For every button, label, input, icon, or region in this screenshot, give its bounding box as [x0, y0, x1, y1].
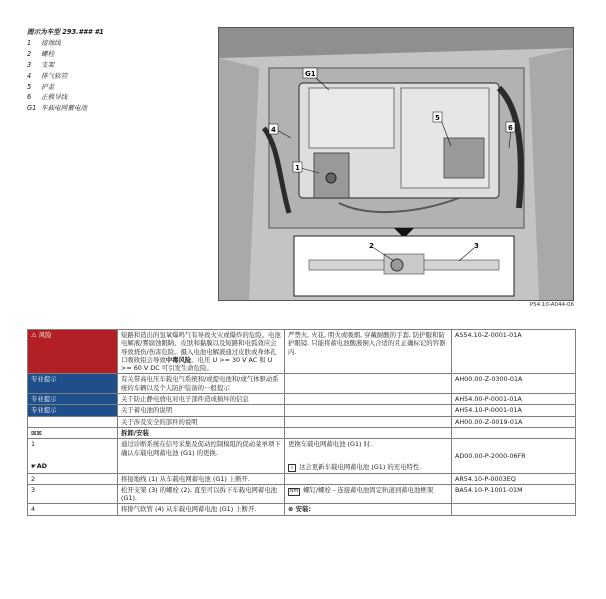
risk-text: 短路和造出的氢氧爆鸣气有导致火灾或爆炸的危险。电池电解液/雾腐蚀眼睛、皮肤和黏膜以及短路和电弧效应会导致烧伤/伤害危险。摄入电池电解液通过皮肤或身体孔口吸收铅会导致 — [121, 331, 281, 364]
legend-label: 螺栓 — [41, 49, 55, 58]
hint-text: 关于蓄电池的说明 — [118, 405, 285, 416]
pointing-hand-icon: ☛ — [31, 461, 37, 470]
legend-item — [27, 38, 207, 49]
hint-extra — [285, 416, 452, 427]
legend-key: 6 — [27, 93, 32, 102]
legend-item — [27, 82, 207, 93]
step-number: 3 — [28, 484, 118, 504]
legend-item — [27, 71, 207, 82]
figure-legend — [27, 27, 207, 114]
hint-label: 专业提示 — [28, 405, 118, 416]
table-row — [28, 374, 576, 394]
doc-link[interactable]: AH00.00-Z-0019-01A — [452, 416, 576, 427]
step-note — [285, 439, 452, 473]
step-note — [285, 504, 452, 515]
legend-item — [27, 60, 207, 71]
table-row — [28, 405, 576, 416]
doc-link[interactable]: AH54.00-P-0001-01A — [452, 394, 576, 405]
blank-cell — [452, 427, 576, 438]
step-text: 将接地线 (1) 从车载电网蓄电池 (G1) 上断开. — [118, 473, 285, 484]
info-text: 这会更新车载电网蓄电池 (G1) 的充电特性. — [299, 462, 422, 471]
hint-extra — [285, 394, 452, 405]
install-label: 安装: — [295, 505, 311, 514]
battery-figure — [218, 27, 574, 301]
legend-key: G1 — [27, 104, 37, 113]
callout-label: 2 — [369, 242, 374, 250]
step-number-cell — [28, 439, 118, 473]
callout-label: 3 — [474, 242, 479, 250]
step-number: 1 — [31, 440, 36, 449]
blank-cell — [28, 416, 118, 427]
step-text: 松开支架 (3) 的螺栓 (2), 直至可以拆下车载电网蓄电池 (G1). — [118, 484, 285, 504]
risk-text-end: 。电压 U >= 30 V AC 和 U >= 60 V DC 可引发生命危险。 — [121, 355, 273, 373]
step-text: 通过诊断系统在信号采集及促动控制模组的促动菜单项下确认车载电网蓄电池 (G1) 的更换. — [118, 439, 285, 473]
battery-illustration — [219, 28, 573, 300]
legend-label: 接地线 — [41, 38, 61, 47]
step-number: 2 — [28, 473, 118, 484]
step-note — [285, 484, 452, 504]
legend-item — [27, 92, 207, 103]
procedure-table — [27, 329, 576, 516]
doc-link[interactable]: AR54.10-P-0003EQ — [452, 473, 576, 484]
callout-label: 5 — [435, 114, 440, 122]
table-row — [28, 484, 576, 504]
blank-cell — [452, 504, 576, 515]
legend-key: 3 — [27, 60, 32, 69]
info-icon: i — [288, 464, 296, 472]
legend-item — [27, 49, 207, 60]
step-number: 4 — [28, 504, 118, 515]
legend-key: 2 — [27, 49, 32, 58]
step-note — [285, 473, 452, 484]
warning-icon: ⚠ — [31, 331, 37, 339]
legend-label: 支架 — [41, 60, 55, 69]
doc-link[interactable]: AH00.00-Z-0300-01A — [452, 374, 576, 394]
hint-text: 有关带高电压车载电气系统和/或提电池和/或气体驱动系统的车辆以及个人防护装备的一般提示 — [118, 374, 285, 394]
remove-install-icon: ⊠⊠ — [31, 428, 42, 437]
figure-code: P54.10-A044-06 — [529, 302, 574, 308]
legend-label: 护盖 — [41, 82, 55, 91]
callout-label: 6 — [508, 124, 513, 132]
table-row — [28, 427, 576, 438]
table-row — [28, 439, 576, 473]
legend-key: 1 — [27, 38, 32, 47]
table-row — [28, 504, 576, 515]
step-text: 将排气软管 (4) 从车载电网蓄电池 (G1) 上断开. — [118, 504, 285, 515]
risk-description — [118, 330, 285, 374]
doc-link[interactable]: AS54.10-Z-0001-01A — [452, 330, 576, 374]
table-row — [28, 394, 576, 405]
callout-label: 4 — [271, 126, 276, 134]
hint-text: 关于防止静电放电对电子部件造成损坏的信息 — [118, 394, 285, 405]
doc-link[interactable]: BA54.10-P-1001-01M — [452, 484, 576, 504]
hint-label: 专业提示 — [28, 374, 118, 394]
callout-label: 1 — [295, 164, 300, 172]
danger-label: 风险 — [38, 331, 52, 339]
legend-key: 5 — [27, 82, 32, 91]
legend-label: 车载电网蓄电池 — [41, 104, 88, 113]
hint-label: 专业提示 — [28, 394, 118, 405]
info-note — [288, 463, 448, 472]
doc-link[interactable]: AD00.00-P-2000-06FR — [452, 439, 576, 473]
torque-spec-text: 螺钉/螺栓 - 连接蓄电池固定轨道到蓄电池框架 — [303, 485, 434, 494]
section-heading: 拆卸/安装 — [118, 427, 285, 438]
legend-caption: 图示为车型 293.### #1 — [27, 28, 104, 36]
table-row — [28, 473, 576, 484]
legend-label: 排气软管 — [41, 71, 68, 80]
section-icon-cell — [28, 427, 118, 438]
ad-marker — [31, 462, 114, 470]
hint-extra — [285, 374, 452, 394]
blank-cell — [285, 427, 452, 438]
danger-label-cell — [28, 330, 118, 374]
risk-emphasis: 中毒风险 — [165, 355, 192, 364]
risk-measures: 严禁火, 火花, 明火或吸烟, 穿戴耐酸的手套, 防护服和防护眼镜. 只能将蓄电池酸液倒入合适的且正确标记的容器内. — [285, 330, 452, 374]
hint-text: 关于涉及安全的部件的说明 — [118, 416, 285, 427]
install-icon: ⊛ — [288, 505, 296, 514]
table-row — [28, 330, 576, 374]
hint-extra — [285, 405, 452, 416]
doc-link[interactable]: AH54.10-P-0001-01A — [452, 405, 576, 416]
legend-label: 正极导线 — [41, 93, 68, 102]
table-row — [28, 416, 576, 427]
legend-item — [27, 103, 207, 114]
legend-key: 4 — [27, 71, 32, 80]
callout-label: G1 — [305, 70, 316, 78]
step-note-condition: 更换车载电网蓄电池 (G1) 时. — [288, 440, 373, 449]
torque-spec-icon: Nm — [290, 488, 299, 494]
ad-label: AD — [36, 461, 47, 470]
